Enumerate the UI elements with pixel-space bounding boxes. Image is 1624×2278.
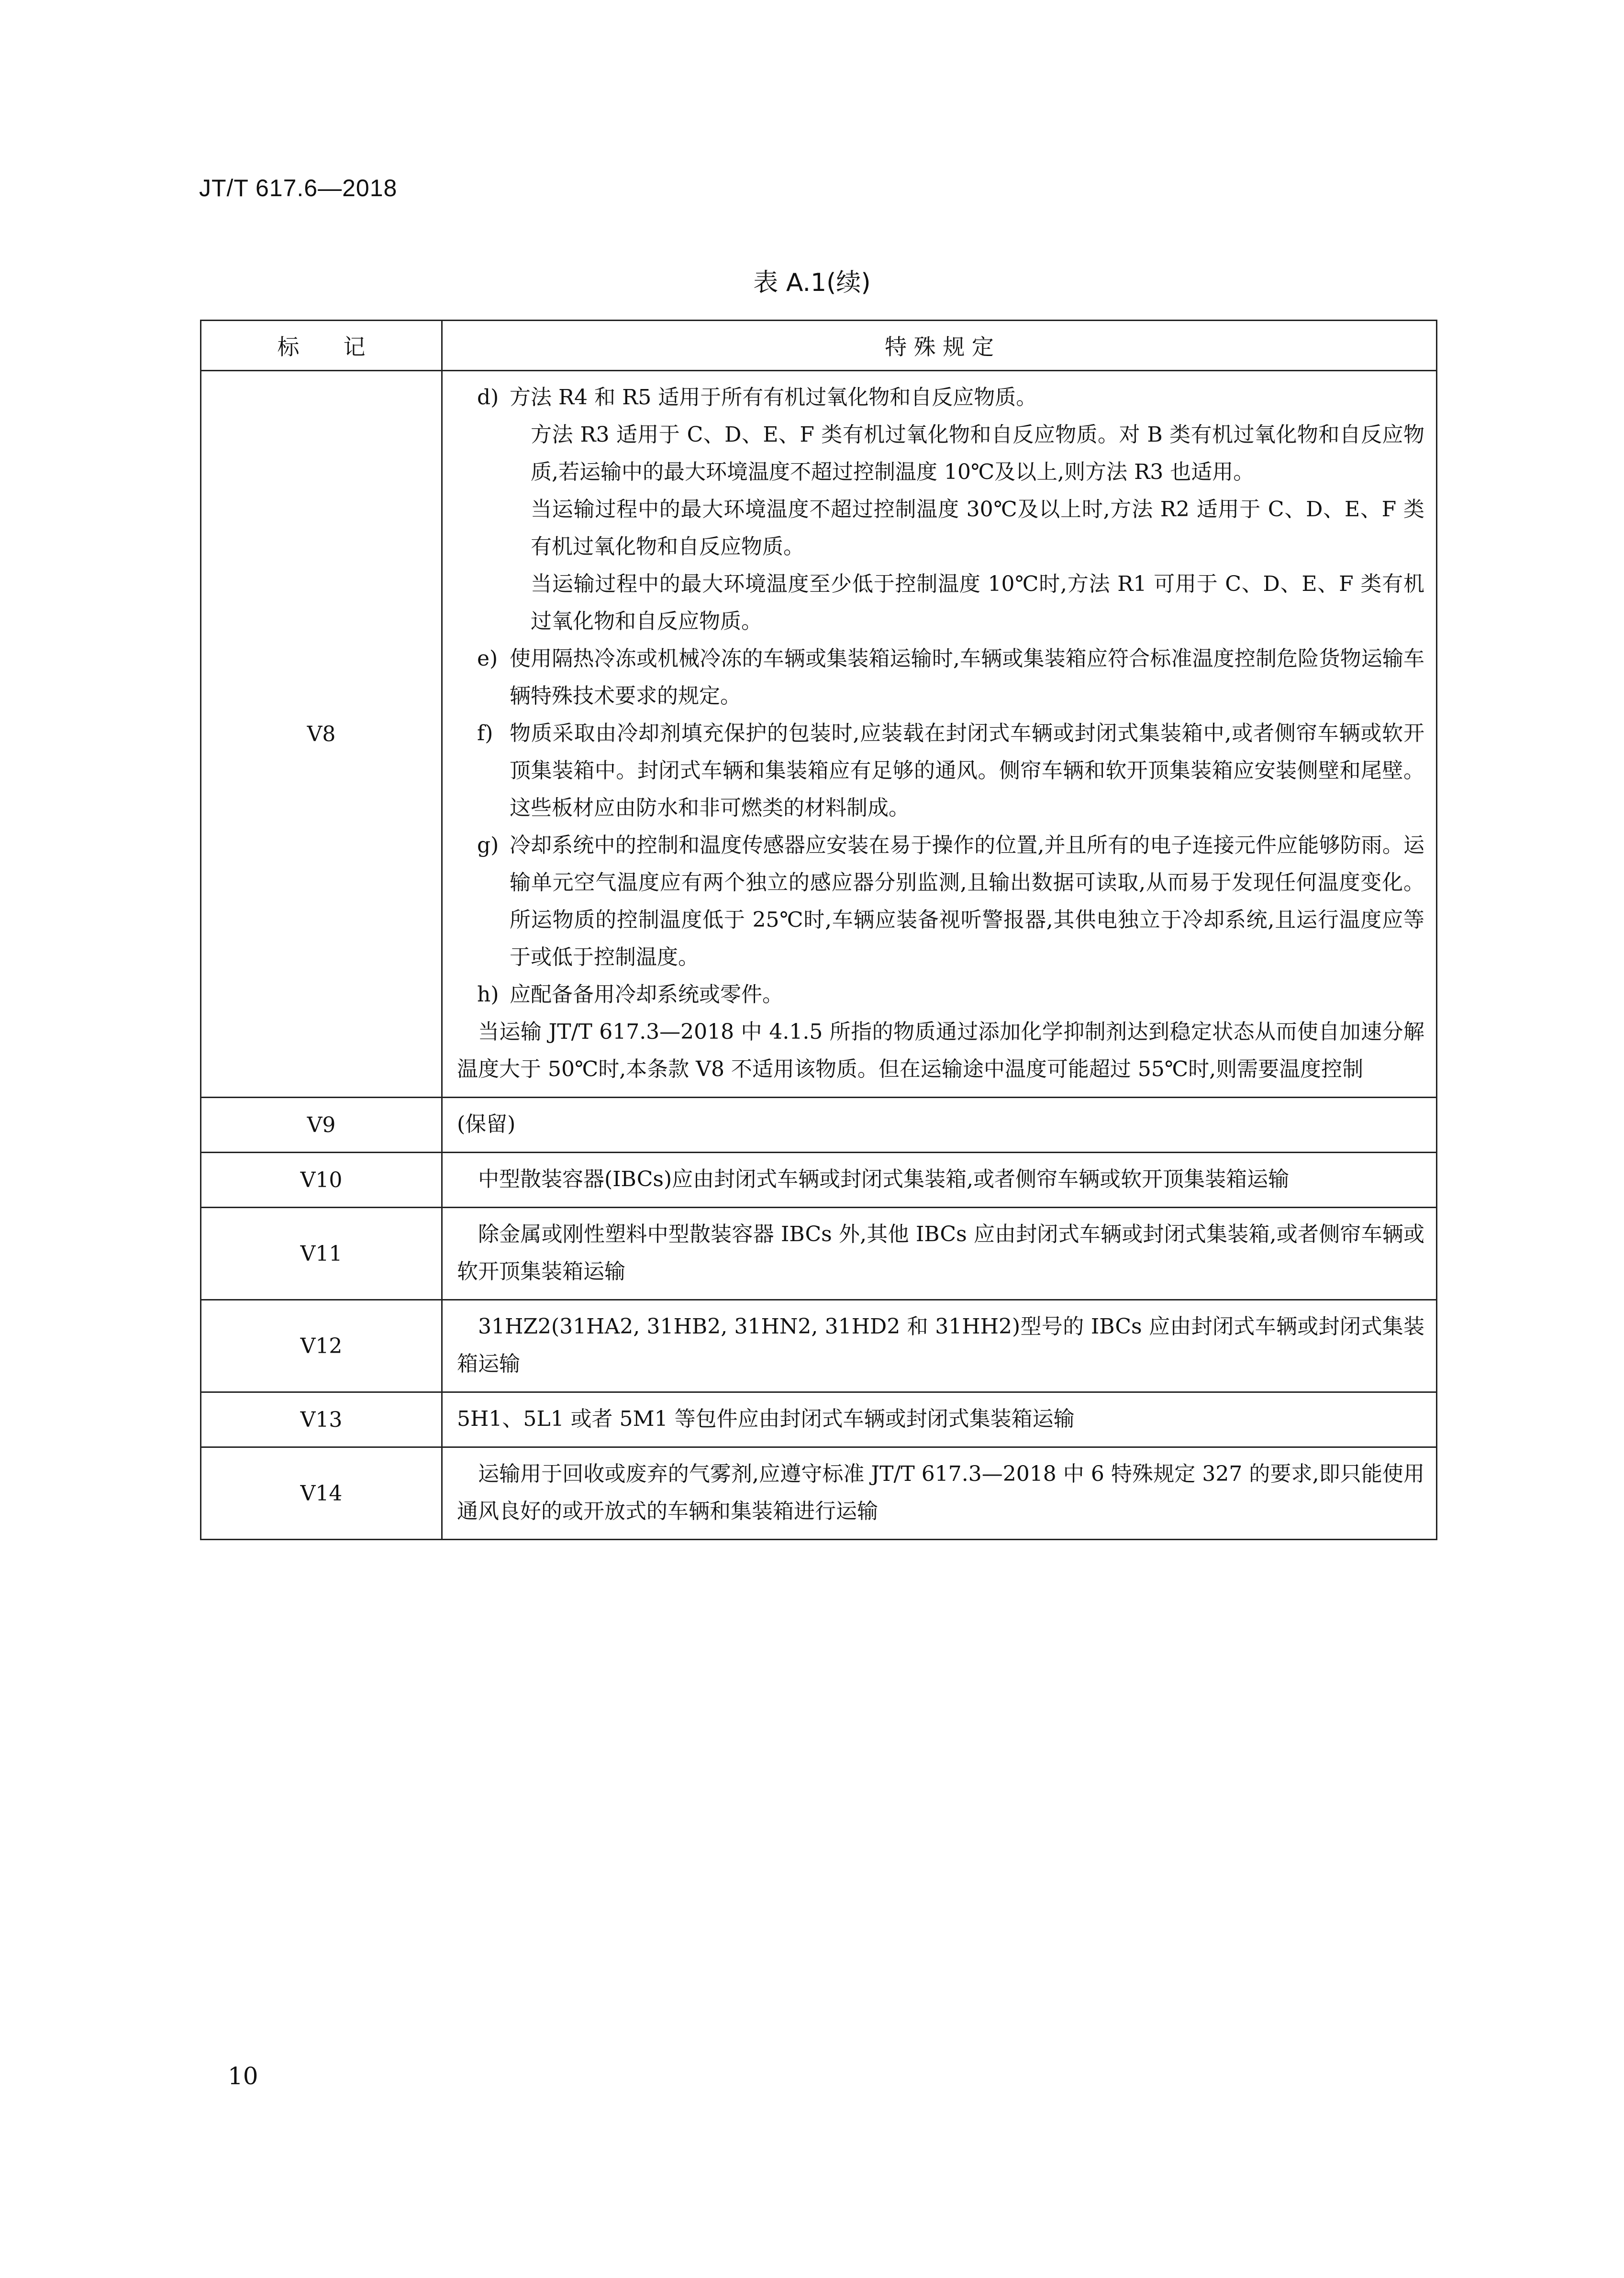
item-text: 物质采取由冷却剂填充保护的包装时,应装载在封闭式车辆或封闭式集装箱中,或者侧帘车辆或软开顶集装箱中。封闭式车辆和集装箱应有足够的通风。侧帘车辆和软开顶集装箱应安装侧壁和尾壁。这些板材应由防水和非可燃类的材料制成。: [510, 721, 1425, 820]
item-text: 应配备备用冷却系统或零件。: [510, 982, 783, 1007]
page-number: 10: [228, 2062, 258, 2090]
row-mark: V12: [201, 1300, 442, 1392]
row-mark: V9: [201, 1098, 442, 1153]
list-item-d: [457, 379, 1424, 416]
row-mark: V13: [201, 1392, 442, 1447]
paragraph: 当运输过程中的最大环境温度至少低于控制温度 10℃时,方法 R1 可用于 C、D、E、F 类有机过氧化物和自反应物质。: [531, 572, 1424, 633]
item-text: 使用隔热冷冻或机械冷冻的车辆或集装箱运输时,车辆或集装箱应符合标准温度控制危险货物运输车辆特殊技术要求的规定。: [510, 646, 1424, 708]
row-content: 除金属或刚性塑料中型散装容器 IBCs 外,其他 IBCs 应由封闭式车辆或封闭式集装箱,或者侧帘车辆或软开顶集装箱运输: [442, 1208, 1437, 1300]
row-content: 运输用于回收或废弃的气雾剂,应遵守标准 JT/T 617.3—2018 中 6 特殊规定 327 的要求,即只能使用通风良好的或开放式的车辆和集装箱进行运输: [442, 1447, 1437, 1540]
item-text: 方法 R4 和 R5 适用于所有有机过氧化物和自反应物质。: [510, 385, 1037, 410]
row-content: [442, 371, 1437, 1098]
list-item-h: [457, 976, 1424, 1013]
list-item-e: [457, 640, 1424, 715]
row-mark: V8: [201, 371, 442, 1098]
row-content: 5H1、5L1 或者 5M1 等包件应由封闭式车辆或封闭式集装箱运输: [442, 1392, 1437, 1447]
table-row-v10: [201, 1153, 1437, 1208]
row-mark: V11: [201, 1208, 442, 1300]
special-provisions-table: [200, 320, 1437, 1540]
table-row-v12: [201, 1300, 1437, 1392]
row-content: (保留): [442, 1098, 1437, 1153]
table-row-v9: [201, 1098, 1437, 1153]
table-row-v13: [201, 1392, 1437, 1447]
item-label: f): [477, 721, 493, 745]
list-item-g: [457, 827, 1424, 976]
table-row-v11: [201, 1208, 1437, 1300]
item-text: 冷却系统中的控制和温度传感器应安装在易于操作的位置,并且所有的电子连接元件应能够防雨。运输单元空气温度应有两个独立的感应器分别监测,且输出数据可读取,从而易于发现任何温度变化。所运物质的控制温度低于 25℃时,车辆应装备视听警报器,其供电独立于冷却系统,且运行温度应等于或低于控制温度。: [510, 833, 1425, 969]
row-content: 中型散装容器(IBCs)应由封闭式车辆或封闭式集装箱,或者侧帘车辆或软开顶集装箱运输: [442, 1153, 1437, 1208]
row-mark: V14: [201, 1447, 442, 1540]
item-label: h): [477, 982, 499, 1007]
table-title: 表 A.1(续): [753, 268, 871, 297]
row-content: 31HZ2(31HA2, 31HB2, 31HN2, 31HD2 和 31HH2)型号的 IBCs 应由封闭式车辆或封闭式集装箱运输: [442, 1300, 1437, 1392]
item-label: e): [477, 646, 498, 671]
item-label: g): [477, 833, 499, 857]
header-mark: 标 记: [201, 321, 442, 371]
closing-paragraph: 当运输 JT/T 617.3—2018 中 4.1.5 所指的物质通过添加化学抑制剂达到稳定状态从而使自加速分解温度大于 50℃时,本条款 V8 不适用该物质。但在运输途中温度可能超过 55℃时,则需要温度控制: [457, 1020, 1424, 1081]
row-mark: V10: [201, 1153, 442, 1208]
header-rule: 特 殊 规 定: [442, 321, 1437, 371]
table-row-v8: [201, 371, 1437, 1098]
table-row-v14: [201, 1447, 1437, 1540]
item-label: d): [477, 385, 499, 410]
paragraph: 方法 R3 适用于 C、D、E、F 类有机过氧化物和自反应物质。对 B 类有机过氧化物和自反应物质,若运输中的最大环境温度不超过控制温度 10℃及以上,则方法 R3 也适用。: [531, 422, 1424, 484]
table-header-row: [201, 321, 1437, 371]
list-item-f: [457, 715, 1424, 827]
paragraph: 当运输过程中的最大环境温度不超过控制温度 30℃及以上时,方法 R2 适用于 C、D、E、F 类有机过氧化物和自反应物质。: [531, 497, 1424, 559]
document-code: JT/T 617.6—2018: [199, 175, 398, 201]
